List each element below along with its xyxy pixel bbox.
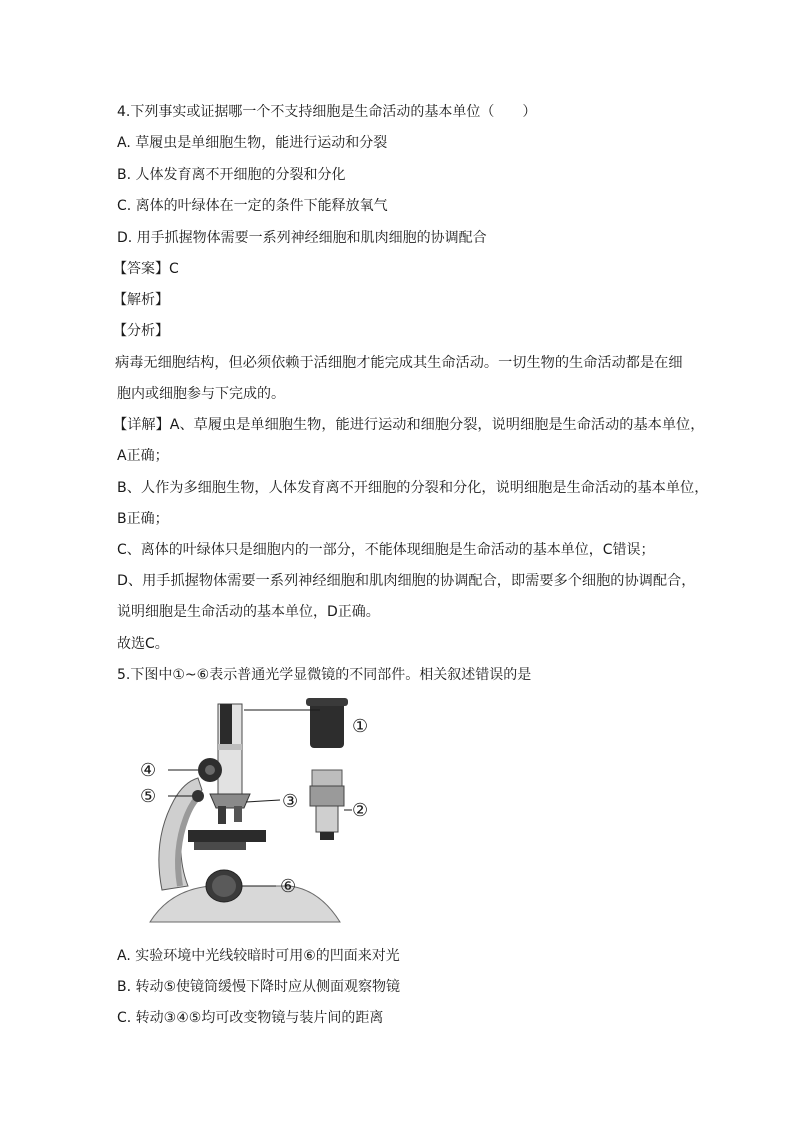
label-1: ① bbox=[352, 716, 369, 737]
question-4-option-d: D. 用手抓握物体需要一系列神经细胞和肌肉细胞的协调配合 bbox=[117, 230, 487, 246]
question-5-stem: 5.下图中①~⑥表示普通光学显微镜的不同部件。相关叙述错误的是 bbox=[117, 667, 532, 683]
fine-adjustment-knob bbox=[192, 790, 204, 802]
answer-line: 【答案】C bbox=[113, 261, 179, 277]
objective-lens bbox=[312, 770, 342, 786]
question-4-option-b: B. 人体发育离不开细胞的分裂和分化 bbox=[117, 167, 346, 183]
detail-line-6: D、用手抓握物体需要一系列神经细胞和肌肉细胞的协调配合，即需要多个细胞的协调配合， bbox=[117, 573, 696, 589]
conclusion-line: 故选C。 bbox=[117, 636, 169, 652]
question-4-stem: 4.下列事实或证据哪一个不支持细胞是生命活动的基本单位（ ） bbox=[117, 104, 537, 120]
detail-line-2: A正确； bbox=[117, 448, 169, 464]
detail-line-1: 【详解】A、草履虫是单细胞生物，能进行运动和细胞分裂，说明细胞是生命活动的基本单位， bbox=[113, 417, 705, 433]
label-6: ⑥ bbox=[280, 876, 297, 897]
question-5-option-a: A. 实验环境中光线较暗时可用⑥的凹面来对光 bbox=[117, 948, 400, 964]
microscope-figure bbox=[140, 690, 390, 935]
label-4: ④ bbox=[140, 760, 157, 781]
analysis-label: 【解析】 bbox=[113, 292, 169, 308]
detail-line-7: 说明细胞是生命活动的基本单位，D正确。 bbox=[117, 604, 380, 620]
detail-line-3: B、人作为多细胞生物，人体发育离不开细胞的分裂和分化，说明细胞是生命活动的基本单位， bbox=[117, 480, 709, 496]
question-5-option-b: B. 转动⑤使镜筒缓慢下降时应从侧面观察物镜 bbox=[117, 979, 401, 995]
question-4-option-c: C. 离体的叶绿体在一定的条件下能释放氧气 bbox=[117, 198, 388, 214]
label-3: ③ bbox=[282, 791, 299, 812]
label-2: ② bbox=[352, 800, 369, 821]
detail-line-4: B正确； bbox=[117, 511, 169, 527]
question-4-option-a: A. 草履虫是单细胞生物，能进行运动和分裂 bbox=[117, 135, 388, 151]
fenxi-line-2: 胞内或细胞参与下完成的。 bbox=[117, 386, 285, 402]
microscope-stage bbox=[188, 830, 266, 842]
question-5-option-c: C. 转动③④⑤均可改变物镜与装片间的距离 bbox=[117, 1010, 384, 1026]
detail-line-5: C、离体的叶绿体只是细胞内的一部分，不能体现细胞是生命活动的基本单位，C错误； bbox=[117, 542, 655, 558]
fenxi-line-1: 病毒无细胞结构，但必须依赖于活细胞才能完成其生命活动。一切生物的生命活动都是在细 bbox=[115, 355, 683, 371]
fenxi-label: 【分析】 bbox=[113, 323, 169, 339]
label-5: ⑤ bbox=[140, 786, 157, 807]
eyepiece bbox=[310, 700, 344, 748]
